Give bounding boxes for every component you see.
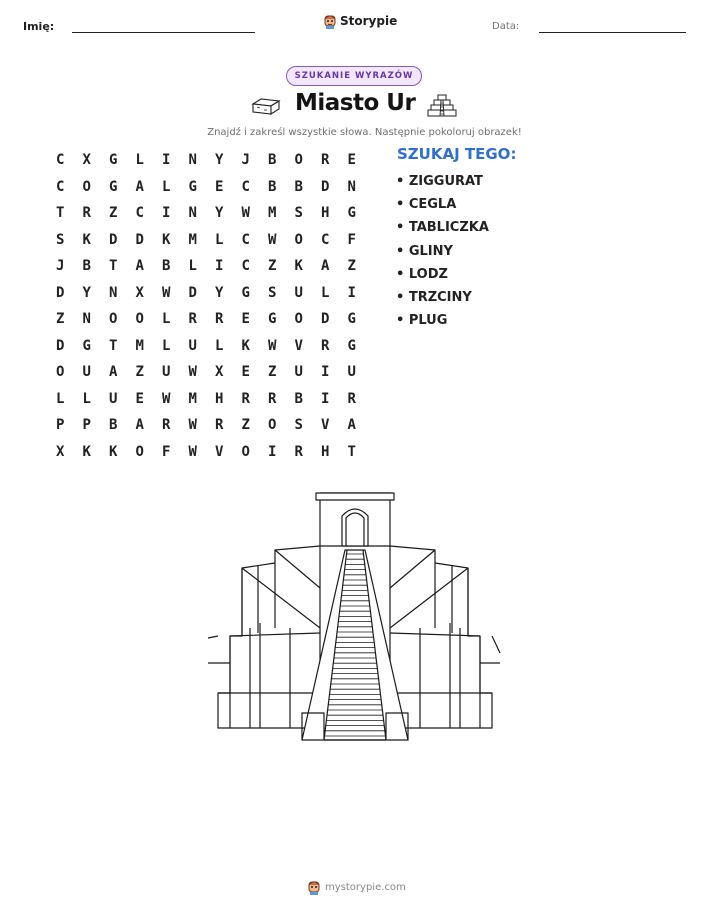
grid-letter[interactable]: I <box>347 284 356 301</box>
grid-letter[interactable]: I <box>321 364 330 381</box>
grid-letter[interactable]: X <box>82 152 91 169</box>
grid-letter[interactable]: I <box>268 443 277 460</box>
grid-letter[interactable]: R <box>321 152 330 169</box>
grid-letter[interactable]: Z <box>109 205 118 222</box>
grid-letter[interactable]: L <box>188 258 197 275</box>
grid-letter[interactable]: W <box>241 205 250 222</box>
grid-letter[interactable]: A <box>135 258 144 275</box>
grid-letter[interactable]: Y <box>215 152 224 169</box>
grid-letter[interactable]: X <box>135 284 144 301</box>
word-list <box>396 170 489 332</box>
grid-letter[interactable]: E <box>241 364 250 381</box>
grid-letter[interactable]: N <box>188 152 197 169</box>
grid-letter[interactable]: W <box>268 337 277 354</box>
grid-letter[interactable]: C <box>56 178 65 195</box>
grid-letter[interactable]: T <box>109 258 118 275</box>
grid-letter[interactable]: M <box>188 390 197 407</box>
grid-letter[interactable]: K <box>82 443 91 460</box>
grid-letter[interactable]: O <box>294 231 303 248</box>
grid-letter[interactable]: R <box>294 443 303 460</box>
name-line[interactable] <box>72 32 255 33</box>
grid-letter[interactable]: O <box>109 311 118 328</box>
grid-letter[interactable]: G <box>268 311 277 328</box>
grid-letter[interactable]: Y <box>215 284 224 301</box>
grid-letter[interactable]: N <box>347 178 356 195</box>
grid-letter[interactable]: X <box>215 364 224 381</box>
grid-letter[interactable]: D <box>56 337 65 354</box>
word-list-title: SZUKAJ TEGO: <box>397 145 517 163</box>
grid-letter[interactable]: U <box>82 364 91 381</box>
storypie-logo-icon <box>323 13 337 29</box>
grid-letter[interactable]: G <box>241 284 250 301</box>
grid-letter[interactable]: W <box>162 390 171 407</box>
grid-letter[interactable]: G <box>347 205 356 222</box>
grid-letter[interactable]: Z <box>135 364 144 381</box>
grid-letter[interactable]: K <box>82 231 91 248</box>
date-label: Data: <box>492 21 520 32</box>
grid-letter[interactable]: H <box>215 390 224 407</box>
grid-letter[interactable]: B <box>109 417 118 434</box>
grid-letter[interactable]: U <box>294 364 303 381</box>
brand-name: Storypie <box>340 14 398 28</box>
grid-letter[interactable]: U <box>294 284 303 301</box>
grid-letter[interactable]: F <box>347 231 356 248</box>
grid-letter[interactable]: F <box>162 443 171 460</box>
word-list-item: • TRZCINY <box>396 289 472 305</box>
grid-row <box>47 412 365 439</box>
grid-letter[interactable]: B <box>268 178 277 195</box>
instructions: Znajdź i zakreśl wszystkie słowa. Następnie pokoloruj obrazek! <box>207 127 522 138</box>
grid-letter[interactable]: G <box>347 311 356 328</box>
grid-letter[interactable]: D <box>188 284 197 301</box>
grid-letter[interactable]: I <box>215 258 224 275</box>
grid-row <box>47 306 365 333</box>
grid-letter[interactable]: B <box>82 258 91 275</box>
grid-row <box>47 386 365 413</box>
grid-letter[interactable]: R <box>215 311 224 328</box>
grid-letter[interactable]: H <box>321 205 330 222</box>
grid-letter[interactable]: R <box>188 311 197 328</box>
grid-letter[interactable]: B <box>162 258 171 275</box>
grid-letter[interactable]: Z <box>241 417 250 434</box>
grid-row <box>47 359 365 386</box>
grid-row <box>47 253 365 280</box>
grid-letter[interactable]: U <box>109 390 118 407</box>
grid-letter[interactable]: N <box>109 284 118 301</box>
grid-letter[interactable]: K <box>162 231 171 248</box>
grid-letter[interactable]: M <box>268 205 277 222</box>
grid-letter[interactable]: K <box>294 258 303 275</box>
grid-letter[interactable]: U <box>188 337 197 354</box>
grid-letter[interactable]: A <box>135 178 144 195</box>
grid-letter[interactable]: D <box>56 284 65 301</box>
grid-letter[interactable]: C <box>241 178 250 195</box>
grid-letter[interactable]: A <box>321 258 330 275</box>
grid-letter[interactable]: P <box>56 417 65 434</box>
grid-letter[interactable]: D <box>135 231 144 248</box>
grid-letter[interactable]: X <box>56 443 65 460</box>
grid-letter[interactable]: Z <box>268 364 277 381</box>
word-list-item: • PLUG <box>396 313 448 329</box>
grid-letter[interactable]: K <box>241 337 250 354</box>
grid-letter[interactable]: L <box>215 231 224 248</box>
grid-letter[interactable]: N <box>82 311 91 328</box>
grid-letter[interactable]: L <box>56 390 65 407</box>
grid-letter[interactable]: L <box>321 284 330 301</box>
grid-letter[interactable]: O <box>135 311 144 328</box>
grid-letter[interactable]: D <box>109 231 118 248</box>
grid-letter[interactable]: J <box>56 258 65 275</box>
grid-letter[interactable]: R <box>268 390 277 407</box>
grid-letter[interactable]: C <box>321 231 330 248</box>
grid-letter[interactable]: W <box>162 284 171 301</box>
grid-letter[interactable]: U <box>347 364 356 381</box>
grid-letter[interactable]: L <box>162 337 171 354</box>
word-list-item: • ZIGGURAT <box>396 174 483 189</box>
page-title: Miasto Ur <box>295 90 416 116</box>
grid-letter[interactable]: W <box>188 364 197 381</box>
name-label: Imię: <box>23 20 55 33</box>
grid-letter[interactable]: C <box>56 152 65 169</box>
grid-letter[interactable]: O <box>294 152 303 169</box>
grid-letter[interactable]: Y <box>82 284 91 301</box>
grid-letter[interactable]: M <box>188 231 197 248</box>
grid-row <box>47 227 365 254</box>
grid-letter[interactable]: J <box>241 152 250 169</box>
grid-row <box>47 200 365 227</box>
grid-letter[interactable]: W <box>268 231 277 248</box>
grid-letter[interactable]: B <box>294 390 303 407</box>
grid-letter[interactable]: V <box>294 337 303 354</box>
grid-letter[interactable]: E <box>135 390 144 407</box>
grid-row <box>47 147 365 174</box>
grid-letter[interactable]: I <box>162 205 171 222</box>
grid-letter[interactable]: S <box>268 284 277 301</box>
grid-letter[interactable]: O <box>135 443 144 460</box>
grid-letter[interactable]: W <box>188 417 197 434</box>
grid-letter[interactable]: R <box>82 205 91 222</box>
grid-letter[interactable]: G <box>109 178 118 195</box>
worksheet-type-badge: SZUKANIE WYRAZÓW <box>286 66 422 86</box>
grid-letter[interactable]: A <box>347 417 356 434</box>
ziggurat-coloring-illustration[interactable] <box>200 488 510 746</box>
grid-letter[interactable]: K <box>109 443 118 460</box>
grid-letter[interactable]: T <box>56 205 65 222</box>
grid-letter[interactable]: C <box>241 231 250 248</box>
grid-letter[interactable]: E <box>241 311 250 328</box>
grid-letter[interactable]: S <box>294 417 303 434</box>
word-list-item: • CEGLA <box>396 197 457 213</box>
brand <box>323 13 397 29</box>
grid-letter[interactable]: V <box>321 417 330 434</box>
grid-letter[interactable]: V <box>215 443 224 460</box>
grid-letter[interactable]: U <box>162 364 171 381</box>
grid-letter[interactable]: S <box>56 231 65 248</box>
grid-letter[interactable]: P <box>82 417 91 434</box>
grid-row <box>47 174 365 201</box>
grid-letter[interactable]: L <box>215 337 224 354</box>
grid-letter[interactable]: Y <box>215 205 224 222</box>
grid-letter[interactable]: W <box>188 443 197 460</box>
word-search-grid <box>47 147 365 465</box>
grid-letter[interactable]: O <box>56 364 65 381</box>
grid-letter[interactable]: D <box>321 178 330 195</box>
grid-letter[interactable]: O <box>82 178 91 195</box>
grid-letter[interactable]: O <box>268 417 277 434</box>
footer <box>307 879 406 895</box>
grid-letter[interactable]: I <box>162 152 171 169</box>
grid-letter[interactable]: G <box>82 337 91 354</box>
grid-letter[interactable]: R <box>162 417 171 434</box>
grid-letter[interactable]: B <box>294 178 303 195</box>
grid-letter[interactable]: C <box>135 205 144 222</box>
grid-letter[interactable]: Z <box>268 258 277 275</box>
grid-letter[interactable]: L <box>162 178 171 195</box>
grid-letter[interactable]: O <box>294 311 303 328</box>
grid-letter[interactable]: R <box>215 417 224 434</box>
grid-letter[interactable]: A <box>109 364 118 381</box>
grid-letter[interactable]: L <box>162 311 171 328</box>
footer-url[interactable]: mystorypie.com <box>325 881 406 893</box>
grid-letter[interactable]: G <box>109 152 118 169</box>
grid-letter[interactable]: E <box>347 152 356 169</box>
brick-icon <box>251 96 281 116</box>
date-line[interactable] <box>539 32 686 33</box>
grid-row <box>47 439 365 466</box>
grid-letter[interactable]: T <box>347 443 356 460</box>
grid-letter[interactable]: O <box>241 443 250 460</box>
grid-letter[interactable]: R <box>241 390 250 407</box>
grid-letter[interactable]: M <box>135 337 144 354</box>
grid-letter[interactable]: R <box>347 390 356 407</box>
grid-letter[interactable]: L <box>82 390 91 407</box>
grid-letter[interactable]: A <box>135 417 144 434</box>
grid-row <box>47 280 365 307</box>
grid-letter[interactable]: T <box>109 337 118 354</box>
grid-row <box>47 333 365 360</box>
grid-letter[interactable]: Z <box>347 258 356 275</box>
grid-letter[interactable]: G <box>347 337 356 354</box>
ziggurat-icon <box>427 93 457 118</box>
grid-letter[interactable]: D <box>321 311 330 328</box>
grid-letter[interactable]: H <box>321 443 330 460</box>
grid-letter[interactable]: Z <box>56 311 65 328</box>
grid-letter[interactable]: R <box>321 337 330 354</box>
grid-letter[interactable]: N <box>188 205 197 222</box>
word-list-item: • TABLICZKA <box>396 220 489 236</box>
storypie-logo-icon <box>307 879 321 895</box>
grid-letter[interactable]: I <box>321 390 330 407</box>
grid-letter[interactable]: B <box>268 152 277 169</box>
word-list-item: • LODZ <box>396 266 448 282</box>
grid-letter[interactable]: L <box>135 152 144 169</box>
grid-letter[interactable]: C <box>241 258 250 275</box>
grid-letter[interactable]: S <box>294 205 303 222</box>
grid-letter[interactable]: E <box>215 178 224 195</box>
grid-letter[interactable]: G <box>188 178 197 195</box>
word-list-item: • GLINY <box>396 243 453 259</box>
